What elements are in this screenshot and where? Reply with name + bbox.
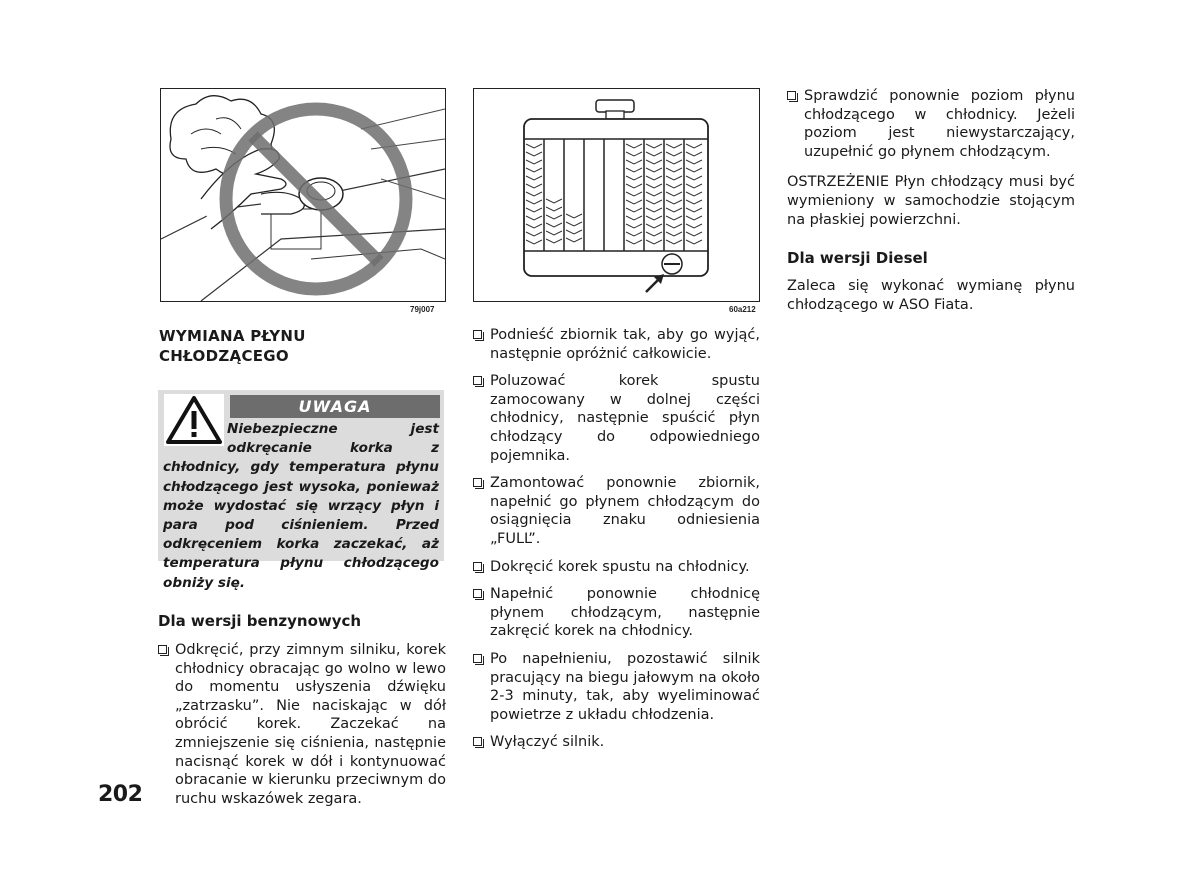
warning-text: Niebezpieczne jest odkręcanie korka z chłodnicy, gdy temperatura płynu chłodzącego jest wysoka, ponieważ może wydostać się wrzący płyn i para pod ciśnieniem. Przed odkręceniem korka zaczekać, aż temperatura płynu chłodzącego obniży się. (163, 421, 439, 591)
checkbox-bullet-icon (473, 589, 482, 598)
petrol-heading: Dla wersji benzynowych (158, 612, 362, 630)
list-item (473, 372, 760, 465)
figure-code-left: 79j007 (410, 305, 435, 314)
figure-prohibited-cap-opening (160, 88, 446, 302)
list-item (473, 650, 760, 724)
checkbox-bullet-icon (473, 654, 482, 663)
list-item (158, 641, 446, 808)
list-item (473, 585, 760, 641)
bullet-text: Podnieść zbiornik tak, aby go wyjąć, następnie opróżnić całkowicie. (490, 327, 760, 362)
warning-note: OSTRZEŻENIE Płyn chłodzący musi być wymieniony w samochodzie stojącym na płaskiej powierzchni. (787, 174, 1075, 228)
checkbox-bullet-icon (473, 376, 482, 385)
middle-column (473, 326, 760, 761)
bullet-text: Zamontować ponownie zbiornik, napełnić go płynem chłodzącym do osiągnięcia znaku odniesienia „FULL”. (490, 475, 760, 547)
section-heading (159, 326, 449, 366)
bullet-text: Odkręcić, przy zimnym silniku, korek chłodnicy obracając go wolno w lewo do momentu usłyszenia dźwięku „zatrzasku”. Nie naciskając w dół obrócić korek. Zaczekać na zmniejszenie się ciśnienia, następnie nacisnąć korek w dół i kontynuować obracanie w kierunku przeciwnym do ruchu wskazówek zegara. (175, 642, 446, 807)
warning-text-wrap (163, 420, 439, 593)
list-item (473, 326, 760, 363)
heading-line2: CHŁODZĄCEGO (159, 347, 289, 365)
bullet-text: Dokręcić korek spustu na chłodnicy. (490, 558, 750, 575)
checkbox-bullet-icon (473, 478, 482, 487)
page-number: 202 (98, 782, 143, 807)
list-item (473, 733, 760, 752)
warning-title: UWAGA (230, 395, 440, 418)
figure-radiator-drain (473, 88, 760, 302)
bullet-text: Wyłączyć silnik. (490, 734, 605, 751)
heading-line1: WYMIANA PŁYNU (159, 327, 306, 345)
bullet-text: Napełnić ponownie chłodnicę płynem chłodzącym, następnie zakręcić korek na chłodnicy. (490, 586, 760, 640)
list-item (473, 474, 760, 548)
figure-code-middle: 60a212 (729, 305, 756, 314)
list-item (787, 87, 1075, 161)
list-item (473, 558, 760, 577)
checkbox-bullet-icon (787, 91, 796, 100)
bullet-text: Poluzować korek spustu zamocowany w dolnej części chłodnicy, następnie spuścić płyn chłodzący do odpowiedniego pojemnika. (490, 373, 760, 464)
petrol-section (158, 612, 446, 817)
checkbox-bullet-icon (473, 562, 482, 571)
bullet-text: Sprawdzić ponownie poziom płynu chłodzącego w chłodnicy. Jeżeli poziom jest niewystarczający, uzupełnić go płynem chłodzącym. (804, 88, 1075, 160)
diesel-heading: Dla wersji Diesel (787, 249, 928, 268)
diesel-text: Zaleca się wykonać wymianę płynu chłodzącego w ASO Fiata. (787, 278, 1075, 313)
warning-box (158, 390, 444, 591)
bullet-text: Po napełnieniu, pozostawić silnik pracujący na biegu jałowym na około 2-3 minuty, tak, aby wyeliminować powietrze z układu chłodzenia. (490, 650, 760, 723)
checkbox-bullet-icon (473, 330, 482, 339)
checkbox-bullet-icon (473, 737, 482, 746)
prohibited-hot-cap-illustration (161, 89, 445, 301)
right-column (787, 87, 1075, 326)
radiator-illustration (474, 89, 759, 301)
checkbox-bullet-icon (158, 645, 167, 654)
